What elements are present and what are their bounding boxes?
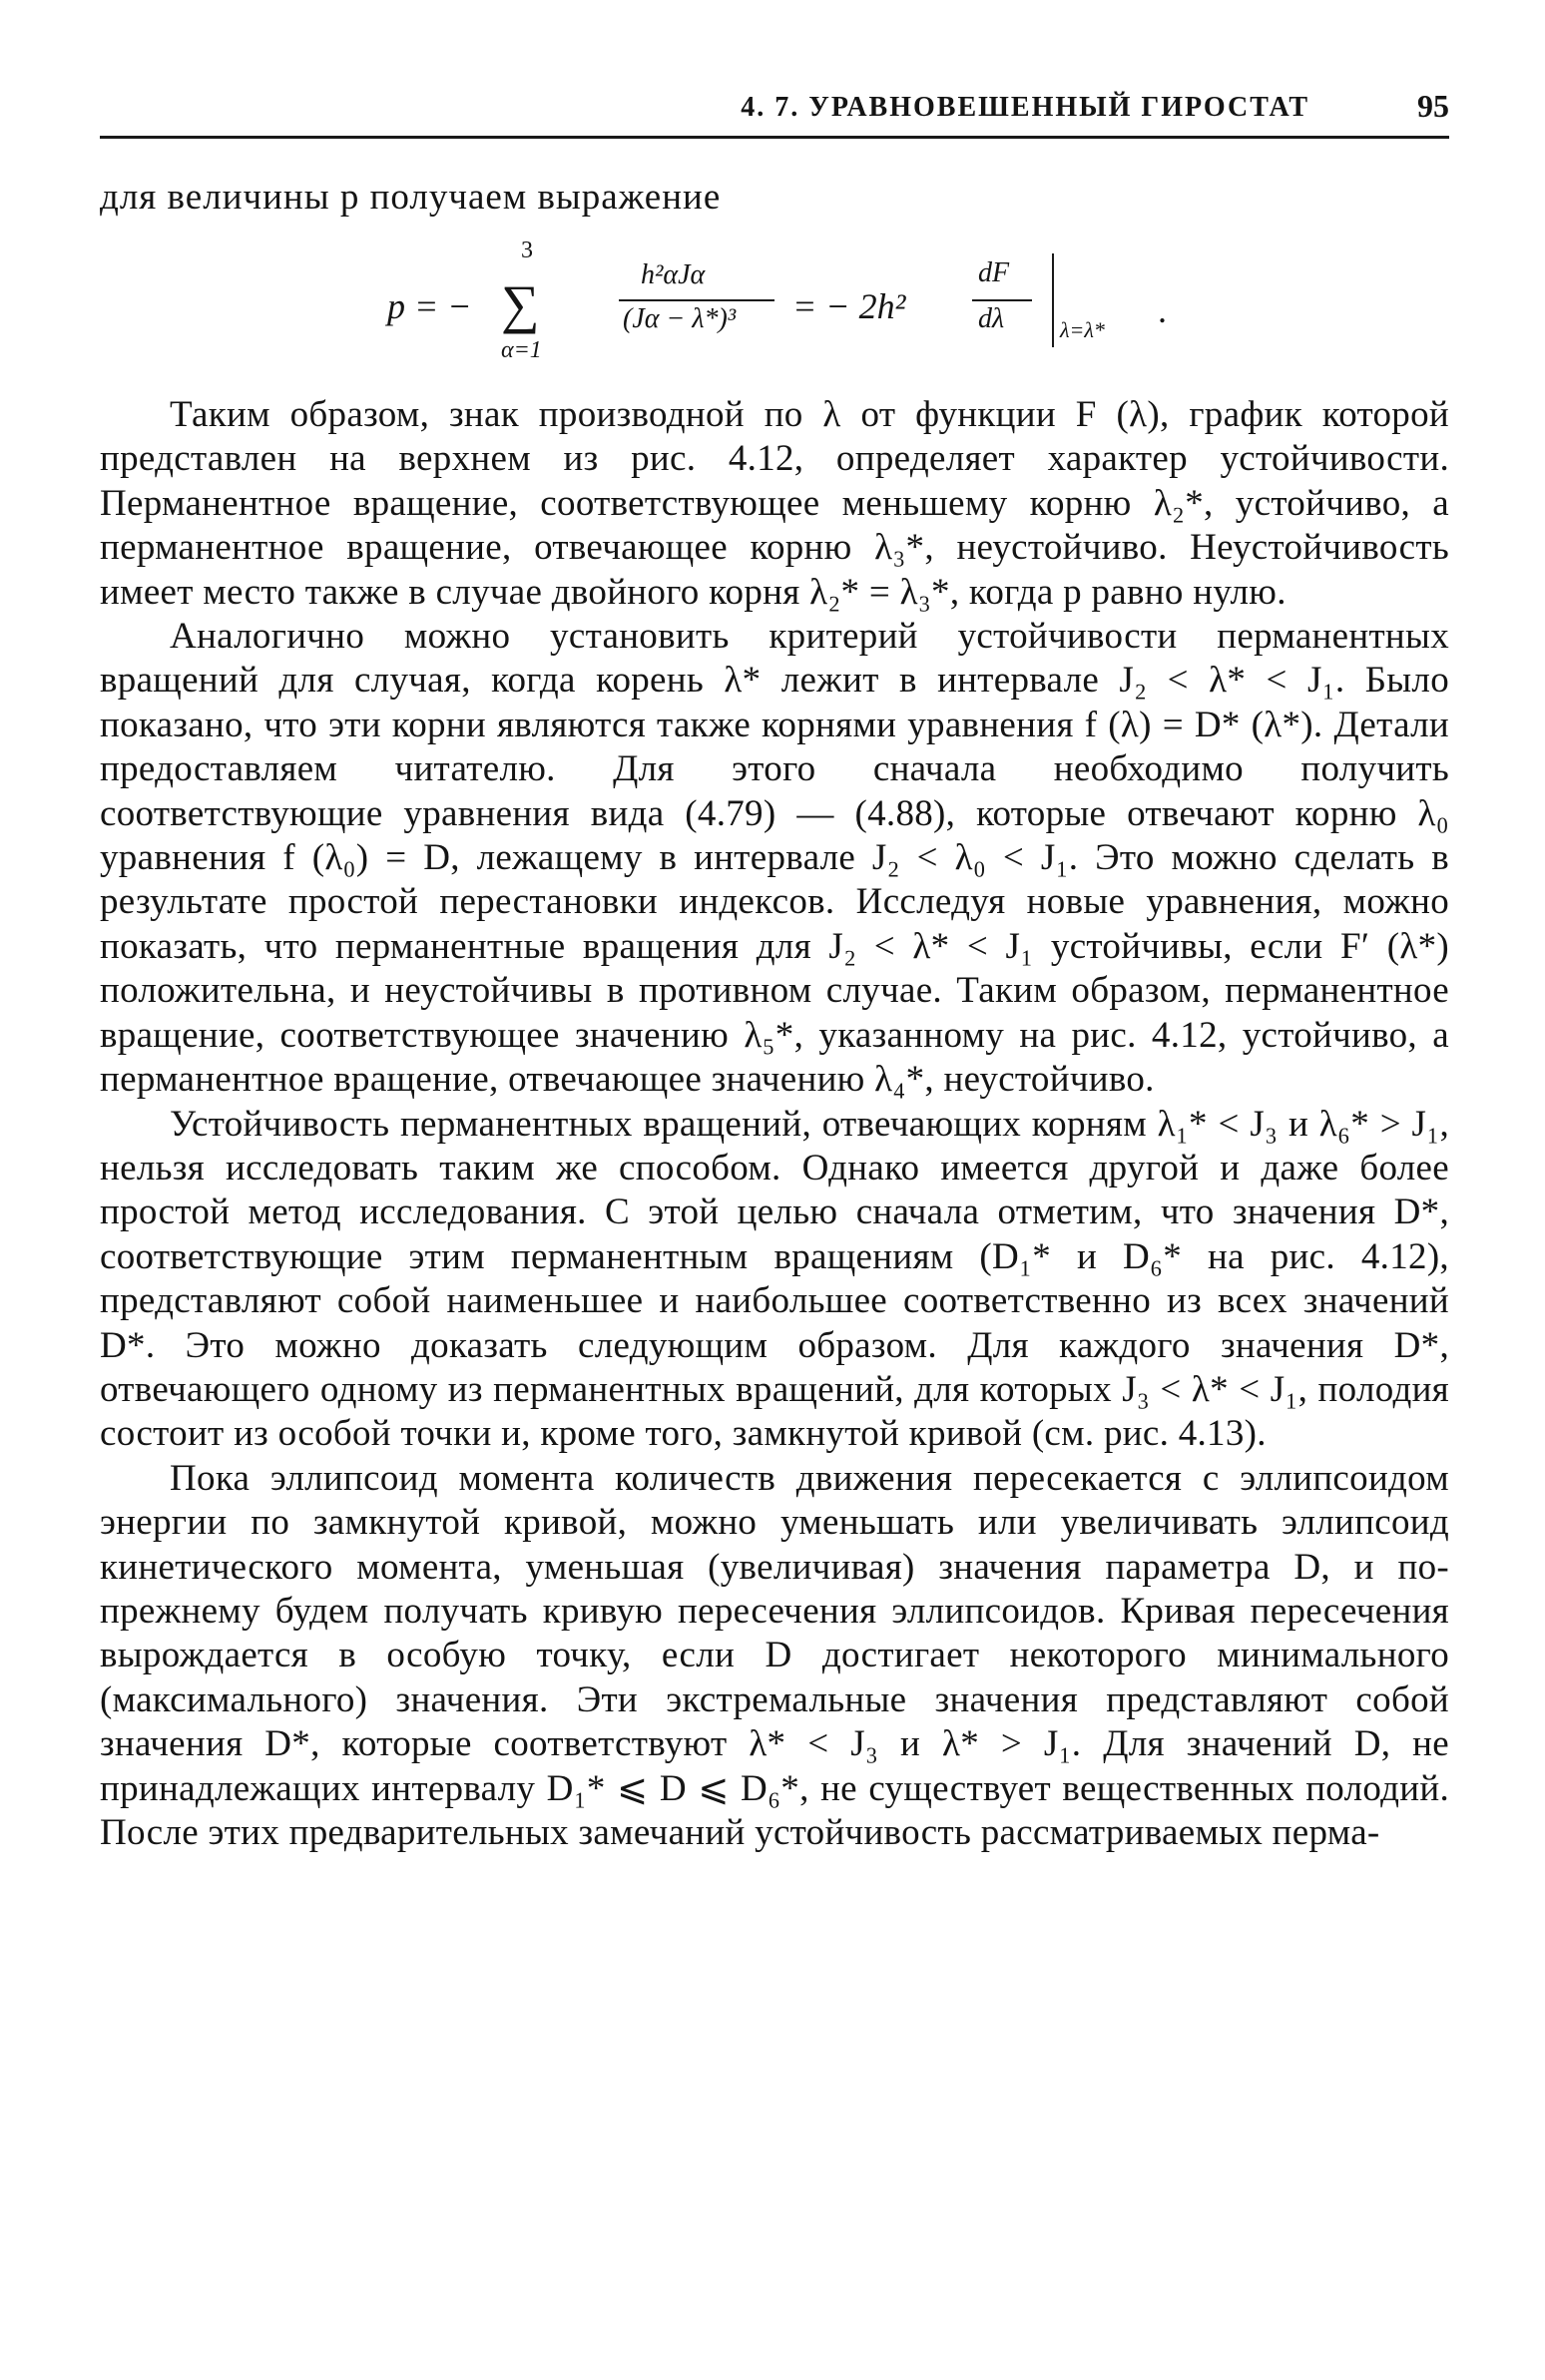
paragraph-1: Таким образом, знак производной по λ от функции F (λ), график которой представлен на верхнем из рис. 4.12, определяет характер устойчивости. Перманентное вращение, соответствующее меньшему корню λ₂*, устойчиво, а перманентное вращение, отвечающее корню λ₃*, неустойчиво. Неустойчивость имеет место также в случае двойного корня λ₂* = λ₃*, когда p равно нулю. bbox=[100, 394, 1449, 613]
sum-symbol: ∑ bbox=[501, 274, 540, 334]
evaluation-point: λ=λ* bbox=[1060, 317, 1105, 342]
page-header bbox=[100, 88, 1449, 132]
paragraph-3: Устойчивость перманентных вращений, отвечающих корням λ₁* < J₃ и λ₆* > J₁, нельзя исследовать таким же способом. Однако имеется другой и даже более простой метод исследования. С этой целью сначала отметим, что значения D*, соответствующие этим перманентным вращениям (D₁* и D₆* на рис. 4.12), представляют собой наименьшее и наибольшее соответственно из всех значений D*. Это можно доказать следующим образом. Для каждого значения D*, отвечающего одному из перманентных вращений, для которых J₃ < λ* < J₁, полодия состоит из особой точки и, кроме того, замкнутой кривой (см. рис. 4.13). bbox=[100, 1103, 1449, 1455]
paragraph-4: Пока эллипсоид момента количеств движения пересекается с эллипсоидом энергии по замкнутой кривой, можно уменьшать или увеличивать эллипсоид кинетического момента, уменьшая (увеличивая) значения параметра D, и по-прежнему будем получать кривую пересечения эллипсоидов. Кривая пересечения вырождается в особую точку, если D достигает некоторого минимального (максимального) значения. Эти экстремальные значения представляют собой значения D*, которые соответствуют λ* < J₃ и λ* > J₁. Для значений D, не принадлежащих интервалу D₁* ⩽ D ⩽ D₆*, не существует вещественных полодий. После этих предварительных замечаний устойчивость рассматриваемых перма- bbox=[100, 1457, 1449, 1853]
formula-lhs: p = − bbox=[387, 286, 472, 326]
derivative-denominator: dλ bbox=[978, 303, 1005, 334]
header-rule bbox=[100, 136, 1449, 139]
body-text bbox=[100, 393, 1449, 1855]
evaluation-bar bbox=[1052, 253, 1054, 347]
derivative-numerator: dF bbox=[978, 257, 1010, 288]
display-formula bbox=[379, 238, 1198, 363]
formula-middle: = − 2h² bbox=[792, 286, 906, 326]
formula-end: . bbox=[1158, 290, 1167, 330]
fraction-denominator: (Jα − λ*)³ bbox=[623, 303, 737, 334]
fraction-bar bbox=[619, 299, 774, 301]
derivative-bar bbox=[972, 299, 1032, 301]
sum-upper-limit: 3 bbox=[521, 238, 533, 263]
intro-line: для величины p получаем выражение bbox=[100, 177, 722, 218]
sum-lower-limit: α=1 bbox=[501, 337, 542, 363]
page-number: 95 bbox=[1417, 88, 1449, 124]
running-title: 4. 7. УРАВНОВЕШЕННЫЙ ГИРОСТАТ bbox=[741, 92, 1309, 123]
fraction-numerator: h²αJα bbox=[641, 259, 706, 290]
paragraph-2: Аналогично можно установить критерий устойчивости перманентных вращений для случая, когда корень λ* лежит в интервале J₂ < λ* < J₁. Было показано, что эти корни являются также корнями уравнения f (λ) = D* (λ*). Детали предоставляем читателю. Для этого сначала необходимо получить соответствующие уравнения вида (4.79) — (4.88), которые отвечают корню λ₀ уравнения f (λ₀) = D, лежащему в интервале J₂ < λ₀ < J₁. Это можно сделать в результате простой перестановки индексов. Исследуя новые уравнения, можно показать, что перманентные вращения для J₂ < λ* < J₁ устойчивы, если F′ (λ*) положительна, и неустойчивы в противном случае. Таким образом, перманентное вращение, соответствующее значению λ₅*, указанному на рис. 4.12, устойчиво, а перманентное вращение, отвечающее значению λ₄*, неустойчиво. bbox=[100, 616, 1449, 1101]
